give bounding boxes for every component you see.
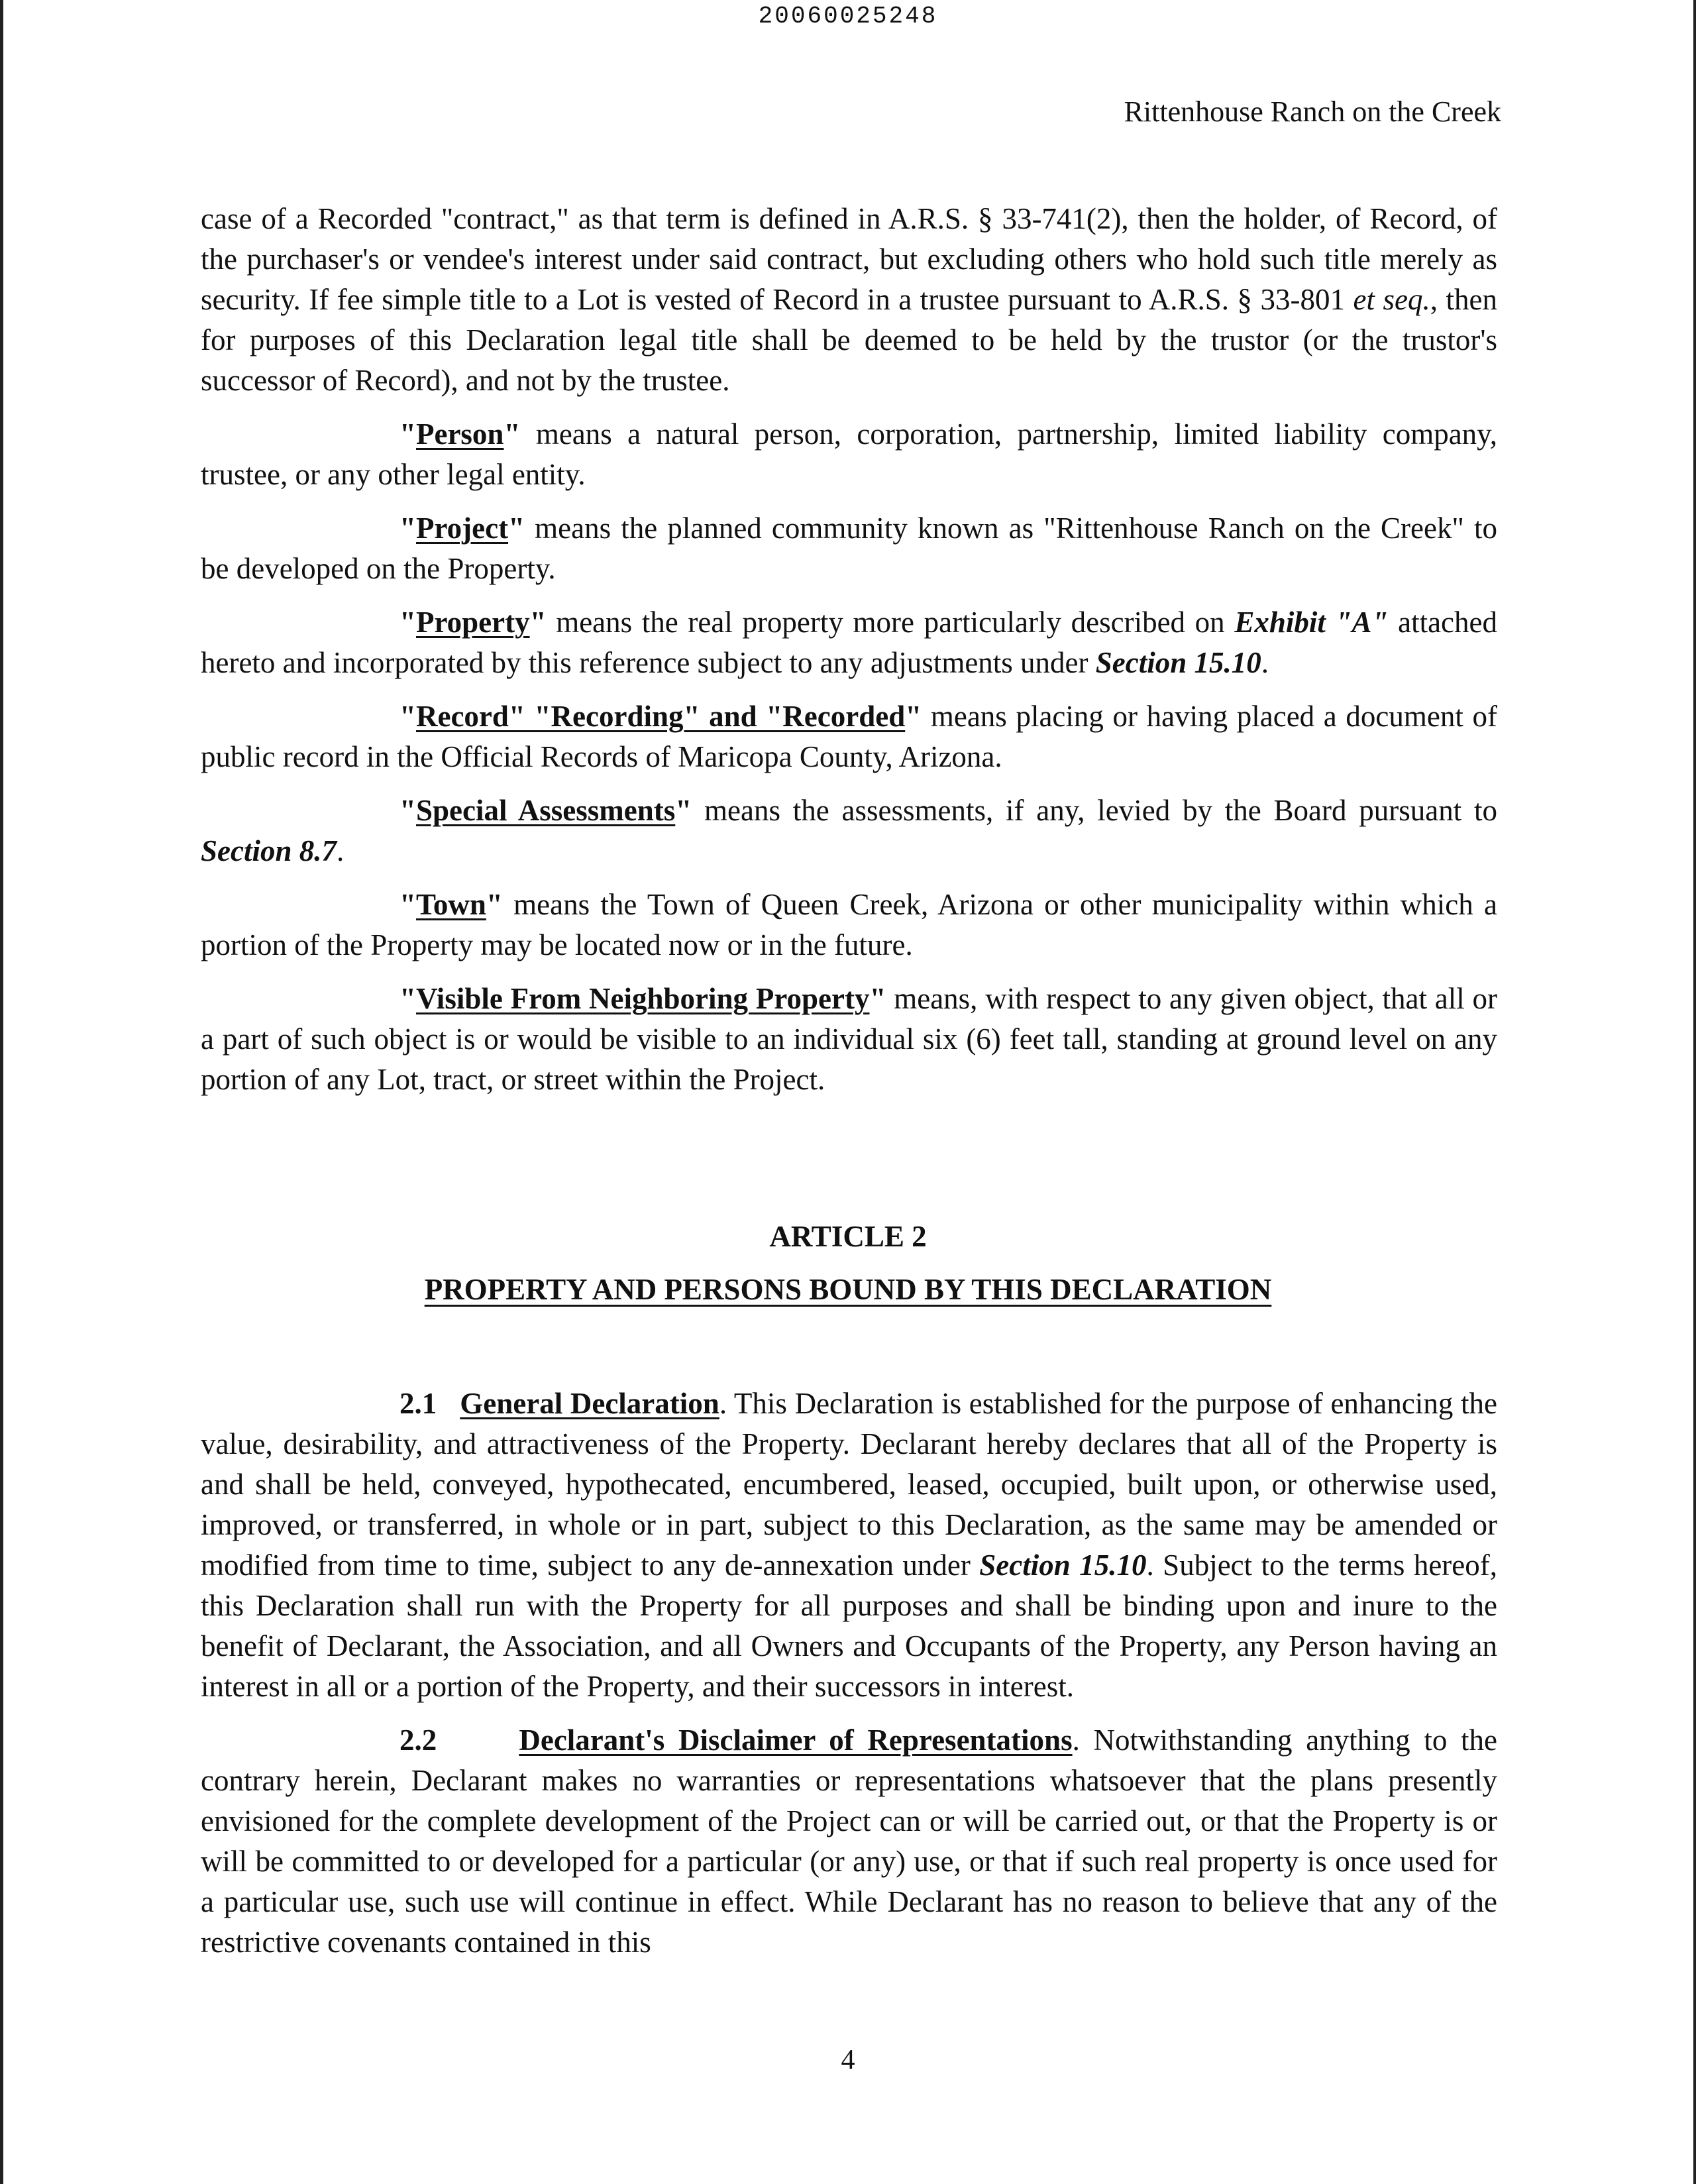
article-label: ARTICLE 2 xyxy=(769,1220,927,1253)
scan-edge-right xyxy=(1693,0,1696,2184)
definition-person: "Person" means a natural person, corporation, partnership, limited liability company, trustee, or any other legal entity. xyxy=(201,417,1497,491)
term-special-assessments: "Special Assessments" xyxy=(399,794,692,827)
section-2-1: 2.1 General Declaration. This Declaration is established for the purpose of enhancing the value, desirability, and attractiveness of the Property. Declarant hereby declares that all of the Property is and shall be held, conveyed, hypothecated, encumbered, leased, occupied, built upon, or otherwise used, improved, or transferred, in whole or in part, subject to this Declaration, as the same may be amended or modified from time to time, subject to any de-annexation under Section 15.10. Subject to the terms hereof, this Declaration shall run with the Property for all purposes and shall be binding upon and inure to the benefit of Declarant, the Association, and all Owners and Occupants of the Property, any Person having an interest in all or a portion of the Property, and their successors in interest. xyxy=(201,1387,1498,1703)
section-title: Declarant's Disclaimer of Representations xyxy=(519,1723,1073,1757)
article-title: PROPERTY AND PERSONS BOUND BY THIS DECLARATION xyxy=(424,1273,1272,1306)
section-2-2: 2.2 Declarant's Disclaimer of Representations. Notwithstanding anything to the contrary herein, Declarant makes no warranties or representations whatsoever that the plans presently envisioned for the complete development of the Project can or will be carried out, or that the Property is or will be committed to or developed for a particular (or any) use, or that if such real property is once used for a particular use, such use will continue in effect. While Declarant has no reason to believe that any of the restrictive covenants contained in this xyxy=(201,1723,1498,1959)
owner-definition-continuation: case of a Recorded "contract," as that term is defined in A.R.S. § 33-741(2), then the holder, of Record, of the purchaser's or vendee's interest under said contract, but excluding others who hold such title merely as security. If fee simple title to a Lot is vested of Record in a trustee pursuant to A.R.S. § 33-801 et seq., then for purposes of this Declaration legal title shall be deemed to be held by the trustor (or the trustor's successor of Record), and not by the trustee. xyxy=(201,202,1498,397)
definition-record: "Record" "Recording" and "Recorded" means placing or having placed a document of public record in the Official Records of Maricopa County, Arizona. xyxy=(201,700,1497,773)
definition-project: "Project" means the planned community known as "Rittenhouse Ranch on the Creek" to be developed on the Property. xyxy=(201,512,1497,585)
scan-edge-left xyxy=(0,0,3,2184)
running-header: Rittenhouse Ranch on the Creek xyxy=(1124,95,1501,128)
definition-special-assessments: "Special Assessments" means the assessments, if any, levied by the Board pursuant to Section 8.7. xyxy=(201,794,1497,867)
document-number: 20060025248 xyxy=(758,3,938,30)
term-town: "Town" xyxy=(399,888,503,921)
term-person: "Person" xyxy=(399,417,521,451)
article-body xyxy=(201,1384,1497,1976)
section-number: 2.1 xyxy=(399,1387,437,1420)
section-number: 2.2 xyxy=(399,1723,437,1757)
definition-visible: "Visible From Neighboring Property" means, with respect to any given object, that all or a part of such object is or would be visible to an individual six (6) feet tall, standing at ground level on any portion of any Lot, tract, or street within the Project. xyxy=(201,982,1497,1096)
definition-town: "Town" means the Town of Queen Creek, Arizona or other municipality within which a portion of the Property may be located now or in the future. xyxy=(201,888,1497,961)
term-property: "Property" xyxy=(399,606,547,639)
definition-property: "Property" means the real property more particularly described on Exhibit "A" attached hereto and incorporated by this reference subject to any adjustments under Section 15.10. xyxy=(201,606,1497,679)
section-title: General Declaration xyxy=(460,1387,719,1420)
definitions-body xyxy=(201,199,1497,1113)
term-visible: "Visible From Neighboring Property" xyxy=(399,982,886,1015)
term-record: "Record" "Recording" and "Recorded" xyxy=(399,700,922,733)
term-project: "Project" xyxy=(399,512,525,545)
page-number: 4 xyxy=(841,2045,855,2075)
